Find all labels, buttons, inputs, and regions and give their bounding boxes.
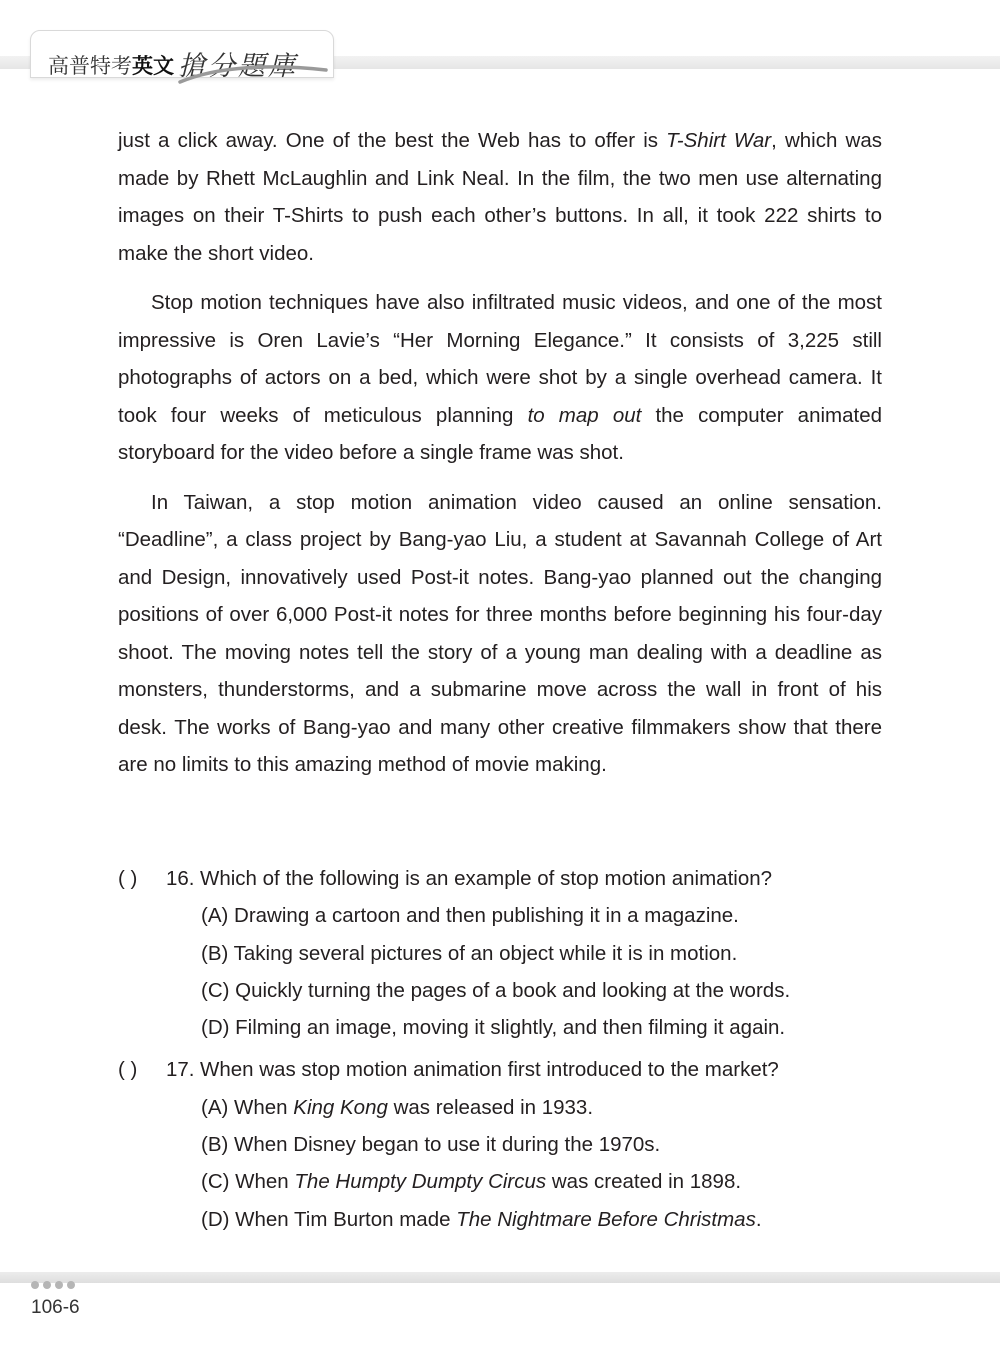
italic-text-run: King Kong [293, 1095, 388, 1119]
answer-blank: ( ) [118, 1058, 138, 1082]
option-c [118, 972, 882, 1009]
page-number: 106-6 [31, 1297, 80, 1318]
text-run: (B) When Disney began to use it during the 1970s. [201, 1133, 661, 1157]
text-run: (D) When Tim Burton made [201, 1207, 457, 1231]
question-stem [118, 1051, 882, 1088]
text-run: . [755, 1207, 762, 1231]
option-d [118, 1009, 882, 1046]
question-16 [118, 860, 882, 1046]
title-swoosh-icon [178, 58, 328, 84]
question-17 [118, 1051, 882, 1237]
text-run: (A) Drawing a cartoon and then publishing it in a magazine. [201, 904, 739, 928]
text-run: was released in 1933. [387, 1095, 594, 1119]
text-run: was created in 1898. [546, 1170, 742, 1194]
option-d [118, 1201, 882, 1238]
footer-dots-icon [31, 1281, 75, 1289]
text-run: In Taiwan, a stop motion animation video caused an online sensation. “Deadline”, a class project by Bang-yao Liu, a student at Savannah College of Art and Design, innovatively used Post-it notes. Bang-yao planned out the changing positions of over 6,000 Post-it notes for three months before beginning his four-day shoot. The moving notes tell the story of a young man dealing with a deadline as monsters, thunderstorms, and a submarine move across the wall in front of his desk. The works of Bang-yao and many other creative filmmakers show that there are no limits to this amazing method of movie making. [118, 490, 882, 776]
footer-band [0, 1272, 1000, 1283]
italic-text-run: The Humpty Dumpty Circus [294, 1170, 547, 1194]
answer-blank: ( ) [118, 867, 138, 890]
text-run: (D) Filming an image, moving it slightly, and then filming it again. [201, 1016, 786, 1040]
title-part-2: 英文 [132, 54, 174, 78]
question-text: Which of the following is an example of stop motion animation? [200, 867, 773, 890]
text-run: (A) When [201, 1095, 294, 1119]
italic-text-run: to map out [527, 403, 642, 427]
passage-paragraph-1 [118, 122, 882, 272]
option-a [118, 1089, 882, 1126]
text-run: just a click away. One of the best the Web has to offer is [118, 129, 667, 152]
question-text: When was stop motion animation first introduced to the market? [200, 1058, 779, 1082]
question-list [118, 860, 882, 1243]
option-a [118, 897, 882, 934]
text-run: the computer animated storyboard for the video before a single frame was shot. [118, 403, 883, 464]
italic-text-run: T-Shirt War [666, 129, 772, 152]
option-b [118, 935, 882, 972]
text-run: Stop motion techniques have also infiltrated music videos, and one of the most impressive is Oren Lavie’s “Her Morning Elegance.” It consists of 3,225 still photographs of actors on a bed, which were shot by a single overhead camera. It took four weeks of meticulous planning [118, 291, 882, 427]
title-part-1: 高普特考 [48, 54, 132, 78]
option-b [118, 1126, 882, 1163]
passage-paragraph-3 [118, 484, 882, 784]
question-number: 17. [166, 1058, 195, 1082]
question-number: 16. [166, 867, 195, 890]
text-run: (C) When [201, 1170, 295, 1194]
text-run: , which was made by Rhett McLaughlin and Link Neal. In the film, the two men use alternating images on their T-Shirts to push each other’s buttons. In all, it took 222 shirts to make the short video. [118, 129, 882, 265]
question-stem [118, 860, 882, 897]
text-run: (B) Taking several pictures of an object while it is in motion. [201, 941, 738, 965]
title-part-3: 搶分題庫 [178, 51, 298, 82]
passage [118, 122, 882, 784]
option-c [118, 1163, 882, 1200]
text-run: (C) Quickly turning the pages of a book and looking at the words. [201, 978, 791, 1002]
passage-paragraph-2 [118, 284, 882, 472]
italic-text-run: The Nightmare Before Christmas [456, 1207, 756, 1231]
